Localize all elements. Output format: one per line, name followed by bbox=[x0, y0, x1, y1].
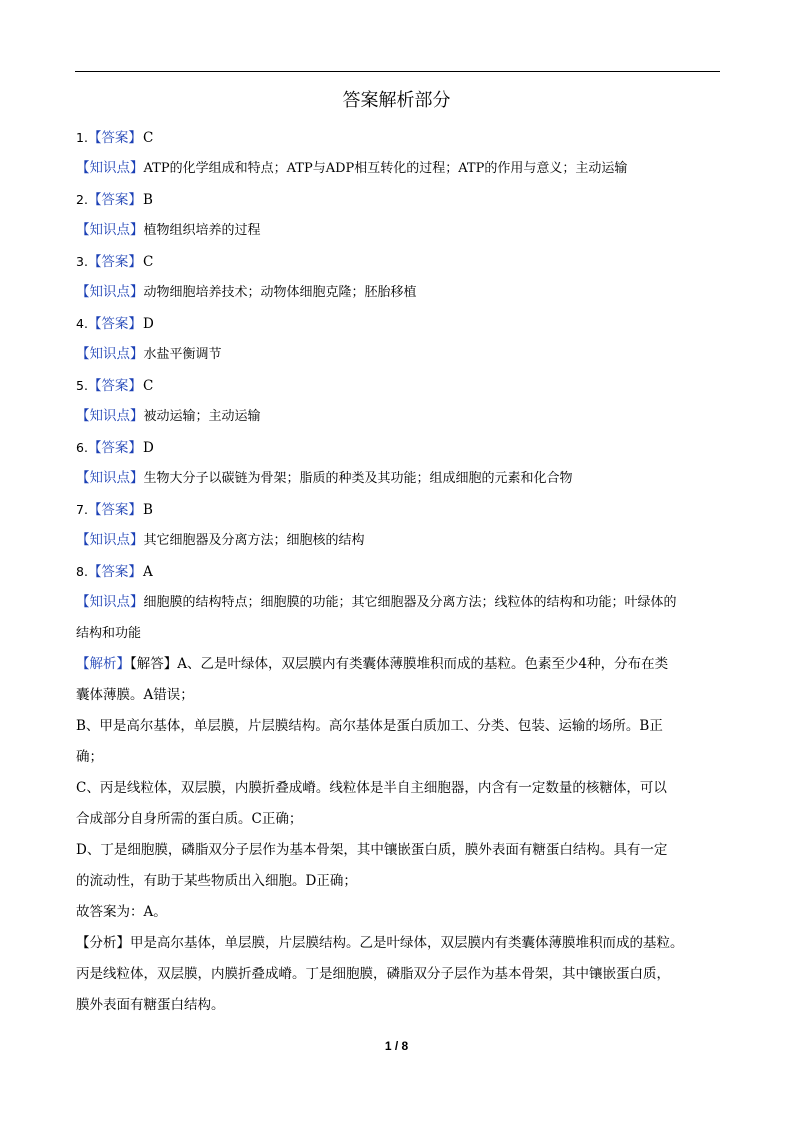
answer-line-8: 8.【答案】A bbox=[76, 564, 153, 580]
answer-content bbox=[76, 122, 722, 1021]
page-title: 答案解析部分 bbox=[342, 90, 451, 111]
answer-line-2: 2.【答案】B bbox=[76, 192, 153, 208]
fenxi-line-1: 【分析】甲是高尔基体，单层膜，片层膜结构。乙是叶绿体，双层膜内有类囊体薄膜堆积而成的基粒。 bbox=[76, 935, 684, 951]
knowledge-line-1: 【知识点】ATP的化学组成和特点；ATP与ADP相互转化的过程；ATP的作用与意义；主动运输 bbox=[76, 160, 628, 176]
page-number: 1 / 8 bbox=[384, 1039, 409, 1053]
analysis-line-3: B、甲是高尔基体，单层膜，片层膜结构。高尔基体是蛋白质加工、分类、包装、运输的场所。B正 bbox=[76, 718, 663, 734]
analysis-line-6: 合成部分自身所需的蛋白质。C正确； bbox=[76, 811, 303, 827]
header-rule bbox=[75, 71, 720, 72]
answer-line-5: 5.【答案】C bbox=[76, 378, 154, 394]
analysis-line-8: 的流动性，有助于某些物质出入细胞。D正确； bbox=[76, 873, 357, 889]
analysis-line-4: 确； bbox=[76, 749, 103, 765]
knowledge-line-3: 【知识点】动物细胞培养技术；动物体细胞克隆；胚胎移植 bbox=[76, 284, 417, 300]
analysis-line-2: 囊体薄膜。A错误； bbox=[76, 687, 194, 703]
knowledge-line-2: 【知识点】植物组织培养的过程 bbox=[76, 222, 261, 238]
answer-line-4: 4.【答案】D bbox=[76, 316, 154, 332]
fenxi-line-2: 丙是线粒体，双层膜，内膜折叠成嵴。丁是细胞膜，磷脂双分子层作为基本骨架，其中镶嵌蛋白质， bbox=[76, 966, 670, 982]
analysis-line-1: 【解析】【解答】A、乙是叶绿体，双层膜内有类囊体薄膜堆积而成的基粒。色素至少4种，分布在类 bbox=[76, 656, 669, 672]
knowledge-line-7: 【知识点】其它细胞器及分离方法；细胞核的结构 bbox=[76, 532, 365, 548]
analysis-line-9: 故答案为：A。 bbox=[76, 904, 167, 920]
knowledge-line-8-cont: 结构和功能 bbox=[76, 626, 142, 641]
knowledge-line-6: 【知识点】生物大分子以碳链为骨架；脂质的种类及其功能；组成细胞的元素和化合物 bbox=[76, 470, 573, 486]
answer-line-7: 7.【答案】B bbox=[76, 502, 153, 518]
answer-line-1: 1.【答案】C bbox=[76, 130, 154, 146]
knowledge-line-4: 【知识点】水盐平衡调节 bbox=[76, 346, 222, 362]
fenxi-line-3: 膜外表面有糖蛋白结构。 bbox=[76, 997, 225, 1013]
answer-line-3: 3.【答案】C bbox=[76, 254, 154, 270]
answer-line-6: 6.【答案】D bbox=[76, 440, 154, 456]
analysis-line-5: C、丙是线粒体，双层膜，内膜折叠成嵴。线粒体是半自主细胞器，内含有一定数量的核糖体，可以 bbox=[76, 780, 667, 796]
knowledge-line-8: 【知识点】细胞膜的结构特点；细胞膜的功能；其它细胞器及分离方法；线粒体的结构和功能；叶绿体的 bbox=[76, 594, 677, 610]
knowledge-line-5: 【知识点】被动运输；主动运输 bbox=[76, 408, 261, 424]
analysis-line-7: D、丁是细胞膜，磷脂双分子层作为基本骨架，其中镶嵌蛋白质，膜外表面有糖蛋白结构。具有一定 bbox=[76, 842, 668, 858]
